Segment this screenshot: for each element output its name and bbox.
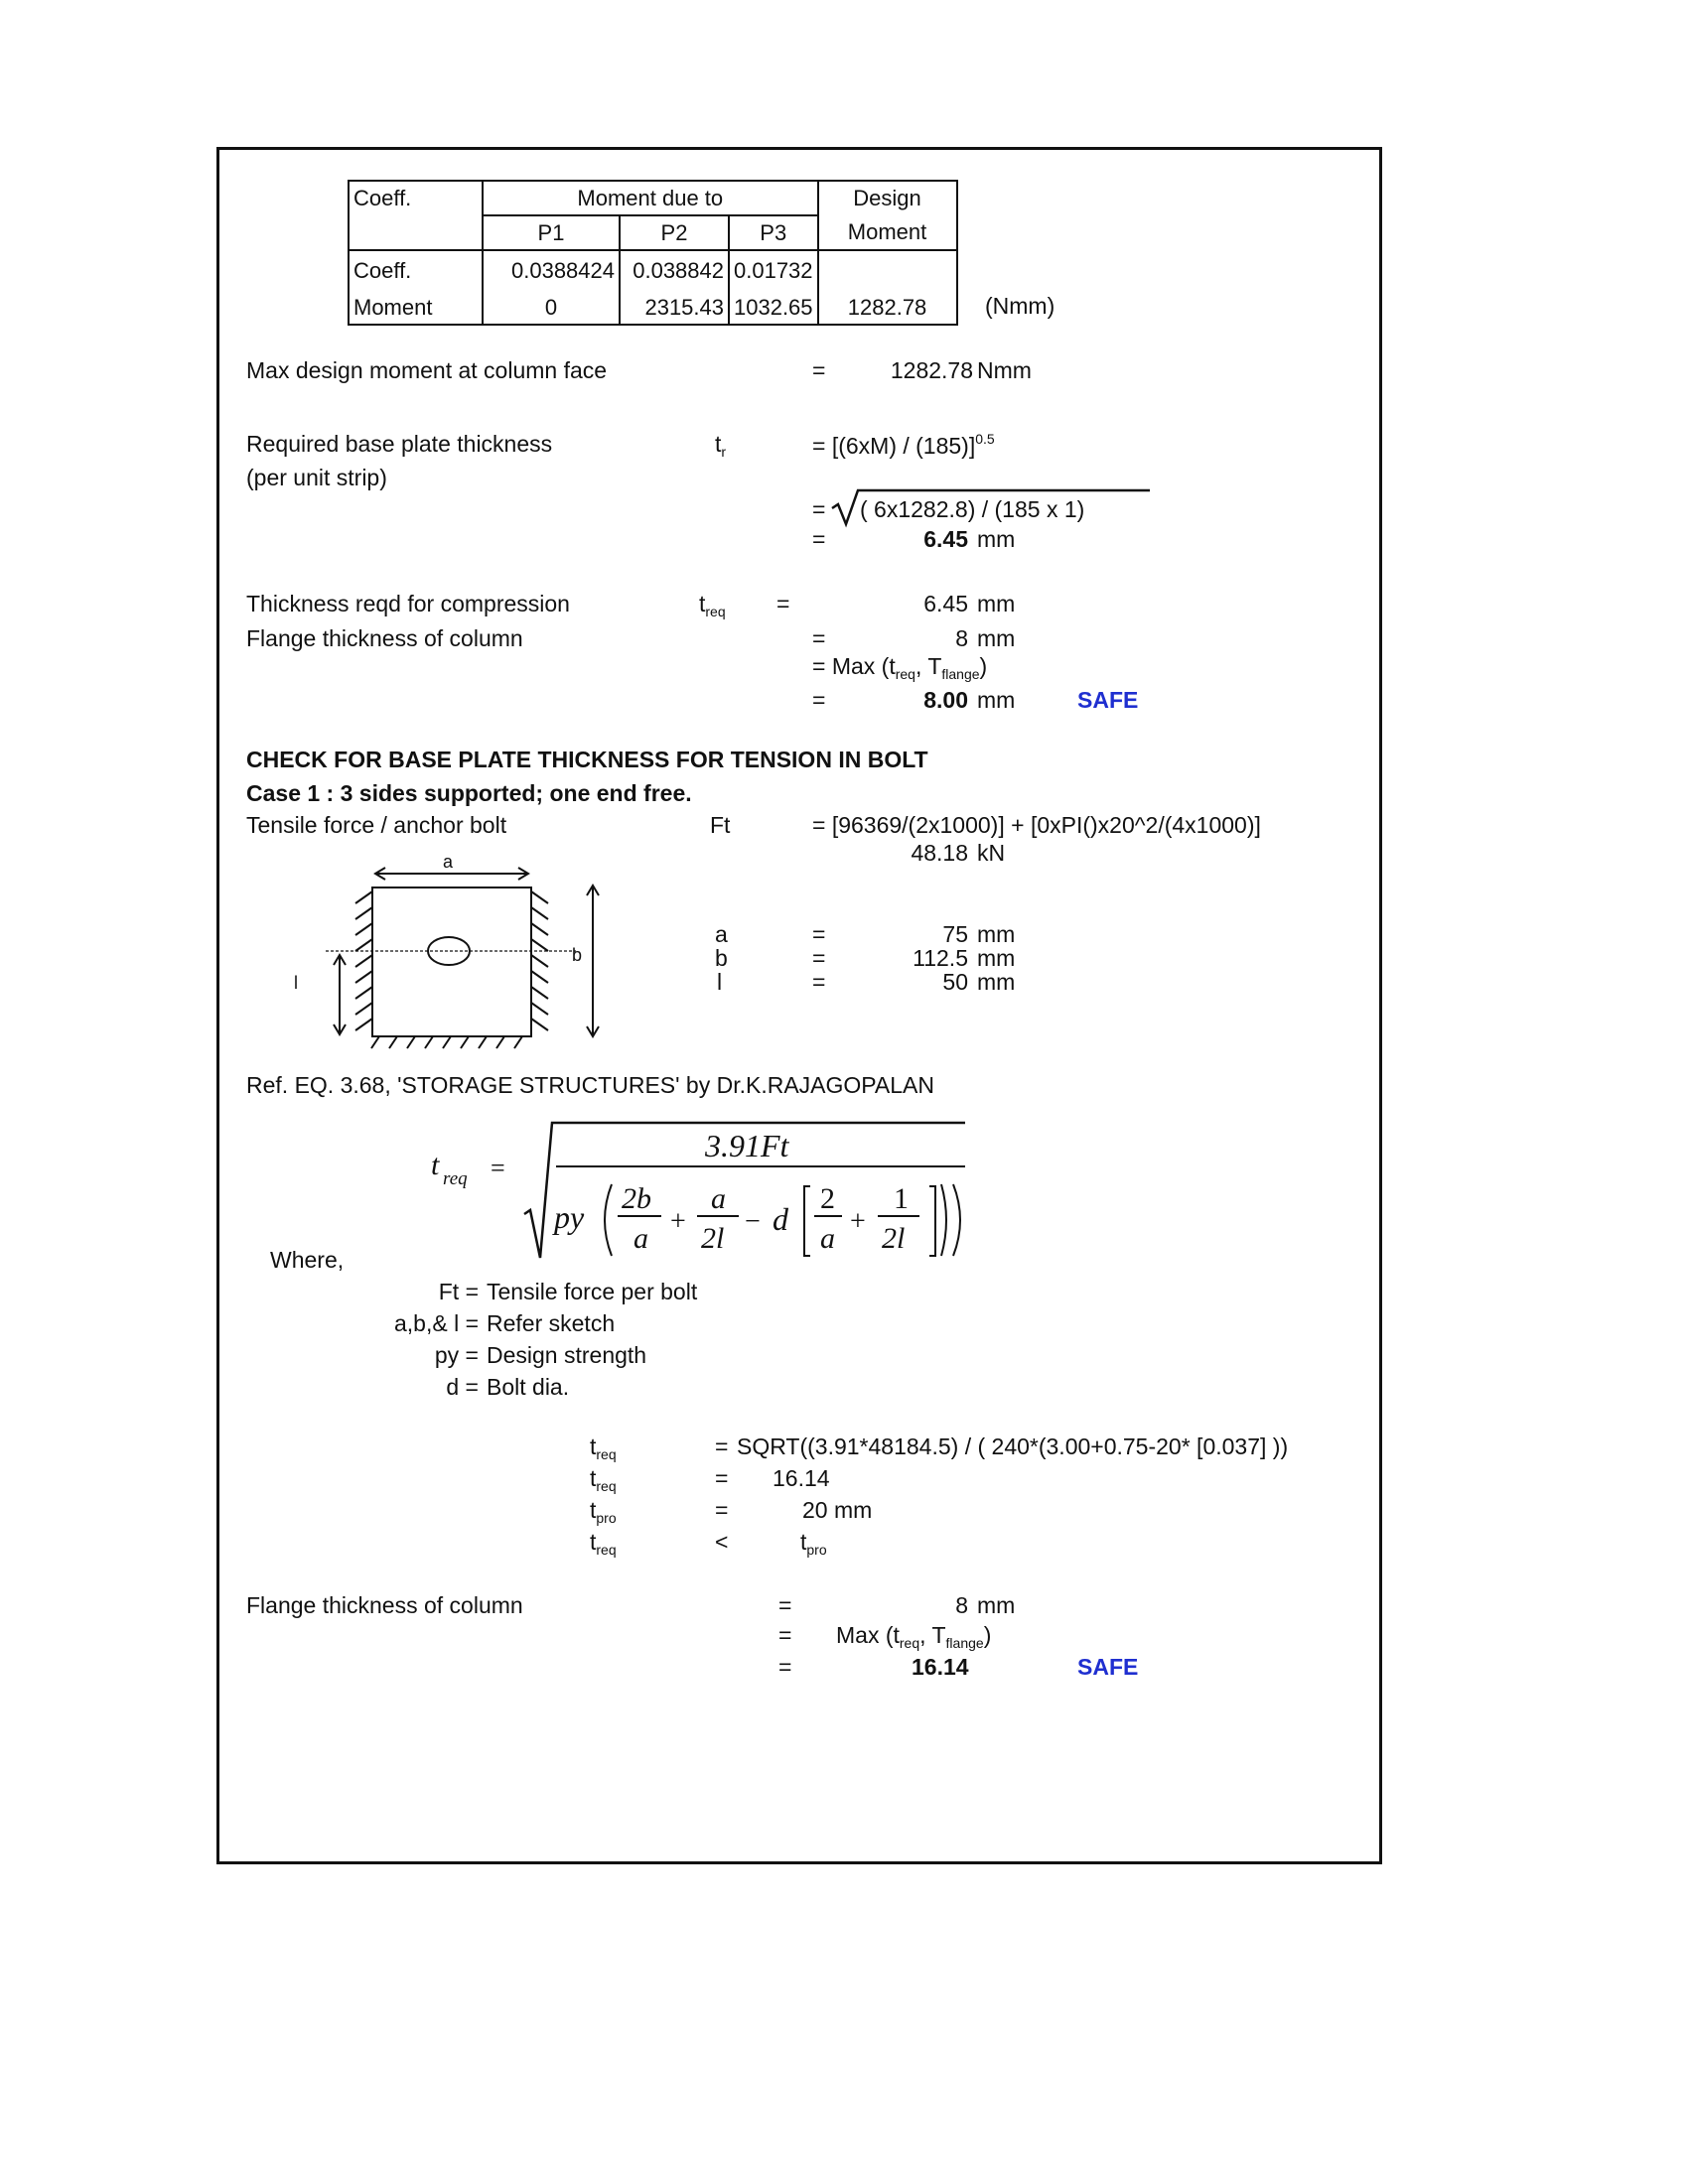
dim-value: 112.5 [913,945,968,971]
cell-value: 0.01732 [729,250,818,291]
formula-a: a [633,1222,648,1255]
unit: mm [977,591,1016,616]
symbol: $t_{req}$ [699,591,726,619]
header-p2: P2 [620,215,729,250]
unit: mm [977,969,1016,995]
header-p3: P3 [729,215,818,250]
unit: kN [977,840,1006,866]
formula-d: d [773,1201,788,1237]
calc-value: 20 mm [802,1497,873,1523]
equals: = [812,357,826,383]
final-flange-value: 8 [955,1592,968,1618]
formula-numerator: 3.91Ft [705,1128,789,1163]
calc-symbol: $t_{req}$ [590,1465,617,1494]
formula-2b: 2b [622,1182,651,1215]
unit: mm [977,625,1016,651]
final-max-expression: Max ($t_{req}$, $T_{flange}$) [836,1622,992,1651]
equals: = [812,687,826,713]
compression-label: Thickness reqd for compression [246,591,570,616]
where-desc: Bolt dia. [487,1374,570,1400]
where-symbol: a,b,& l = [393,1310,479,1336]
where-desc: Refer sketch [487,1310,616,1336]
unit: mm [977,945,1016,971]
formula-minus: − [745,1206,761,1237]
unit: mm [977,921,1016,947]
formula: = [(6xM) / (185)]$^{0.5}$ [812,431,995,459]
cell-value: 0 [483,291,620,325]
max-expression: = Max ($t_{req}$, $T_{flange}$) [812,653,988,682]
final-flange-label: Flange thickness of column [246,1592,523,1618]
ft-value: 48.18 [911,840,968,866]
formula-2l2: 2l [882,1222,906,1255]
sketch-label-b: b [572,945,583,965]
where-symbol: py = [434,1342,479,1368]
status-badge: SAFE [1077,1654,1139,1680]
cell-value: 2315.43 [620,291,729,325]
formula-2: 2 [820,1182,835,1215]
cell-value: 1032.65 [729,291,818,325]
row-label: Coeff. [349,250,483,291]
calc-op: < [715,1529,729,1555]
compression-value: 6.45 [923,591,968,616]
equals: = [778,1654,792,1680]
status-badge: SAFE [1077,687,1139,713]
calc-value: $t_{pro}$ [800,1529,827,1558]
equals: = [776,591,790,616]
formula-a3: a [820,1222,835,1255]
header-design: Design [818,181,957,215]
calc-symbol: $t_{req}$ [590,1529,617,1558]
equals: = [812,625,826,651]
header-moment-due-to: Moment due to [483,181,818,215]
calc-op: = [715,1433,729,1459]
formula-t: t [431,1149,440,1181]
reference: Ref. EQ. 3.68, 'STORAGE STRUCTURES' by Dr.K.RAJAGOPALAN [246,1072,934,1098]
calc-symbol: $t_{pro}$ [590,1497,617,1526]
calc-value: SQRT((3.91*48184.5) / ( 240*(3.00+0.75-20* [0.037] )) [737,1433,1289,1459]
cell-value [818,250,957,291]
sqrt-expression: ( 6x1282.8) / (185 x 1) [860,496,1085,522]
symbol: $t_r$ [715,431,727,460]
row-label: Moment [349,291,483,325]
symbol: Ft [710,812,731,838]
calc-op: = [715,1497,729,1523]
where-desc: Tensile force per bolt [487,1279,698,1304]
where-label: Where, [270,1247,345,1273]
equals: = [812,969,826,995]
formula-plus: + [670,1206,686,1237]
tensile-force-label: Tensile force / anchor bolt [246,812,507,838]
where-symbol: d = [446,1374,479,1400]
final-result: 16.14 [912,1654,969,1680]
cell-value: 1282.78 [818,291,957,325]
cell-value: 0.0388424 [483,250,620,291]
req-thickness-result: 6.45 [923,526,968,552]
formula-1: 1 [894,1182,909,1215]
sketch-label-a: a [443,852,454,872]
unit: Nmm [977,357,1032,383]
compression-result: 8.00 [923,687,968,713]
treq-formula [417,1117,983,1266]
case-label: Case 1 : 3 sides supported; one end free. [246,780,692,806]
header-coeff: Coeff. [349,181,483,215]
flange-value: 8 [955,625,968,651]
unit: mm [977,1592,1016,1618]
dim-symbol: b [715,945,728,971]
unit: mm [977,526,1016,552]
max-moment-value: 1282.78 [890,357,973,383]
ft-formula: = [96369/(2x1000)] + [0xPI()x20^2/(4x1000)] [812,812,1261,838]
calc-symbol: $t_{req}$ [590,1433,617,1462]
dim-symbol: a [715,921,728,947]
plate-sketch [288,852,616,1050]
req-thickness-label-2: (per unit strip) [246,465,387,490]
header-p1: P1 [483,215,620,250]
flange-label: Flange thickness of column [246,625,523,651]
formula-plus2: + [850,1206,866,1237]
cell-value: 0.038842 [620,250,729,291]
dim-value: 75 [942,921,968,947]
formula-py: py [554,1199,585,1235]
formula-a2: a [711,1182,726,1215]
req-thickness-label: Required base plate thickness [246,431,553,457]
equals: = [812,526,826,552]
calc-op: = [715,1465,729,1491]
table-unit: (Nmm) [985,293,1055,319]
section-heading: CHECK FOR BASE PLATE THICKNESS FOR TENSION IN BOLT [246,747,928,772]
unit: mm [977,687,1016,713]
moment-table [348,180,958,326]
formula-eq: = [491,1154,505,1182]
dim-symbol: l [717,969,723,995]
equals: = [778,1622,792,1648]
where-desc: Design strength [487,1342,647,1368]
equals: = [812,921,826,947]
formula-2l: 2l [701,1222,725,1255]
header-moment: Moment [818,215,957,250]
equals: = [778,1592,792,1618]
equals: = [812,496,826,522]
dim-value: 50 [942,969,968,995]
sketch-label-l: l [294,973,298,993]
max-moment-label: Max design moment at column face [246,357,608,383]
where-symbol: Ft = [438,1279,479,1304]
equals: = [812,945,826,971]
calc-value: 16.14 [773,1465,830,1491]
formula-req: req [443,1168,468,1189]
